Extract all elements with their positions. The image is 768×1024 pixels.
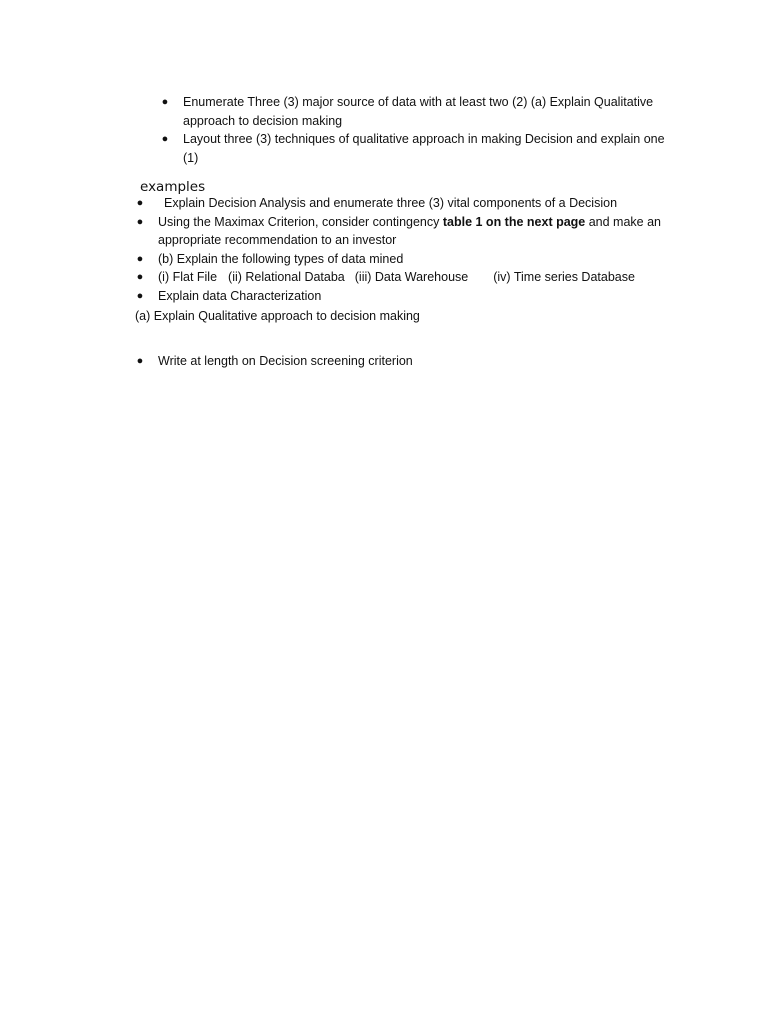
bullet-icon: ● [161, 96, 169, 108]
list-item-text: (b) Explain the following types of data mined [158, 251, 404, 266]
list-item-text: Explain Decision Analysis and enumerate three (3) vital components of a Decision [164, 196, 618, 210]
bullet-icon: ● [136, 197, 144, 209]
list-item [134, 268, 674, 287]
list-item-text: Layout three (3) techniques of qualitative approach in making Decision and explain one (1) [183, 132, 665, 165]
list-item-text: Write at length on Decision screening criterion [158, 354, 413, 368]
list-item-text [158, 213, 674, 250]
plain-text-line: (a) Explain Qualitative approach to decision making [135, 309, 420, 323]
data-type-warehouse: (iii) Data Warehouse [354, 270, 469, 284]
list-item-text: Enumerate Three (3) major source of data with at least two (2) (a) Explain Qualitative approach to decision making [183, 95, 654, 128]
data-type-flat-file: (i) Flat File [158, 270, 218, 284]
data-type-relational: (ii) Relational Databa [228, 270, 345, 284]
list-item [134, 194, 674, 213]
main-bullet-list [134, 194, 674, 305]
list-item-text-prefix: Using the Maximax Criterion, consider contingency [158, 214, 443, 229]
list-item-text: Explain data Characterization [158, 288, 322, 303]
section-heading: examples [140, 179, 206, 195]
list-item-text-bold: table 1 on the next page [442, 214, 586, 229]
list-item-text [158, 268, 674, 287]
list-item [134, 352, 674, 371]
list-item-text-suffix: and make an appropriate recommendation to an investor [158, 214, 661, 247]
list-item [134, 250, 674, 269]
bullet-icon: ● [136, 355, 144, 367]
bullet-icon: ● [161, 133, 169, 145]
bullet-icon: ● [136, 289, 144, 302]
bullet-icon: ● [136, 271, 144, 283]
last-bullet-list [134, 352, 674, 371]
list-item [134, 213, 674, 250]
list-item [159, 93, 679, 130]
bullet-icon: ● [136, 252, 144, 265]
data-type-time-series: (iv) Time series Database [493, 270, 635, 284]
list-item [134, 287, 674, 306]
top-bullet-list [159, 93, 679, 167]
bullet-icon: ● [136, 215, 144, 228]
list-item [159, 130, 679, 167]
